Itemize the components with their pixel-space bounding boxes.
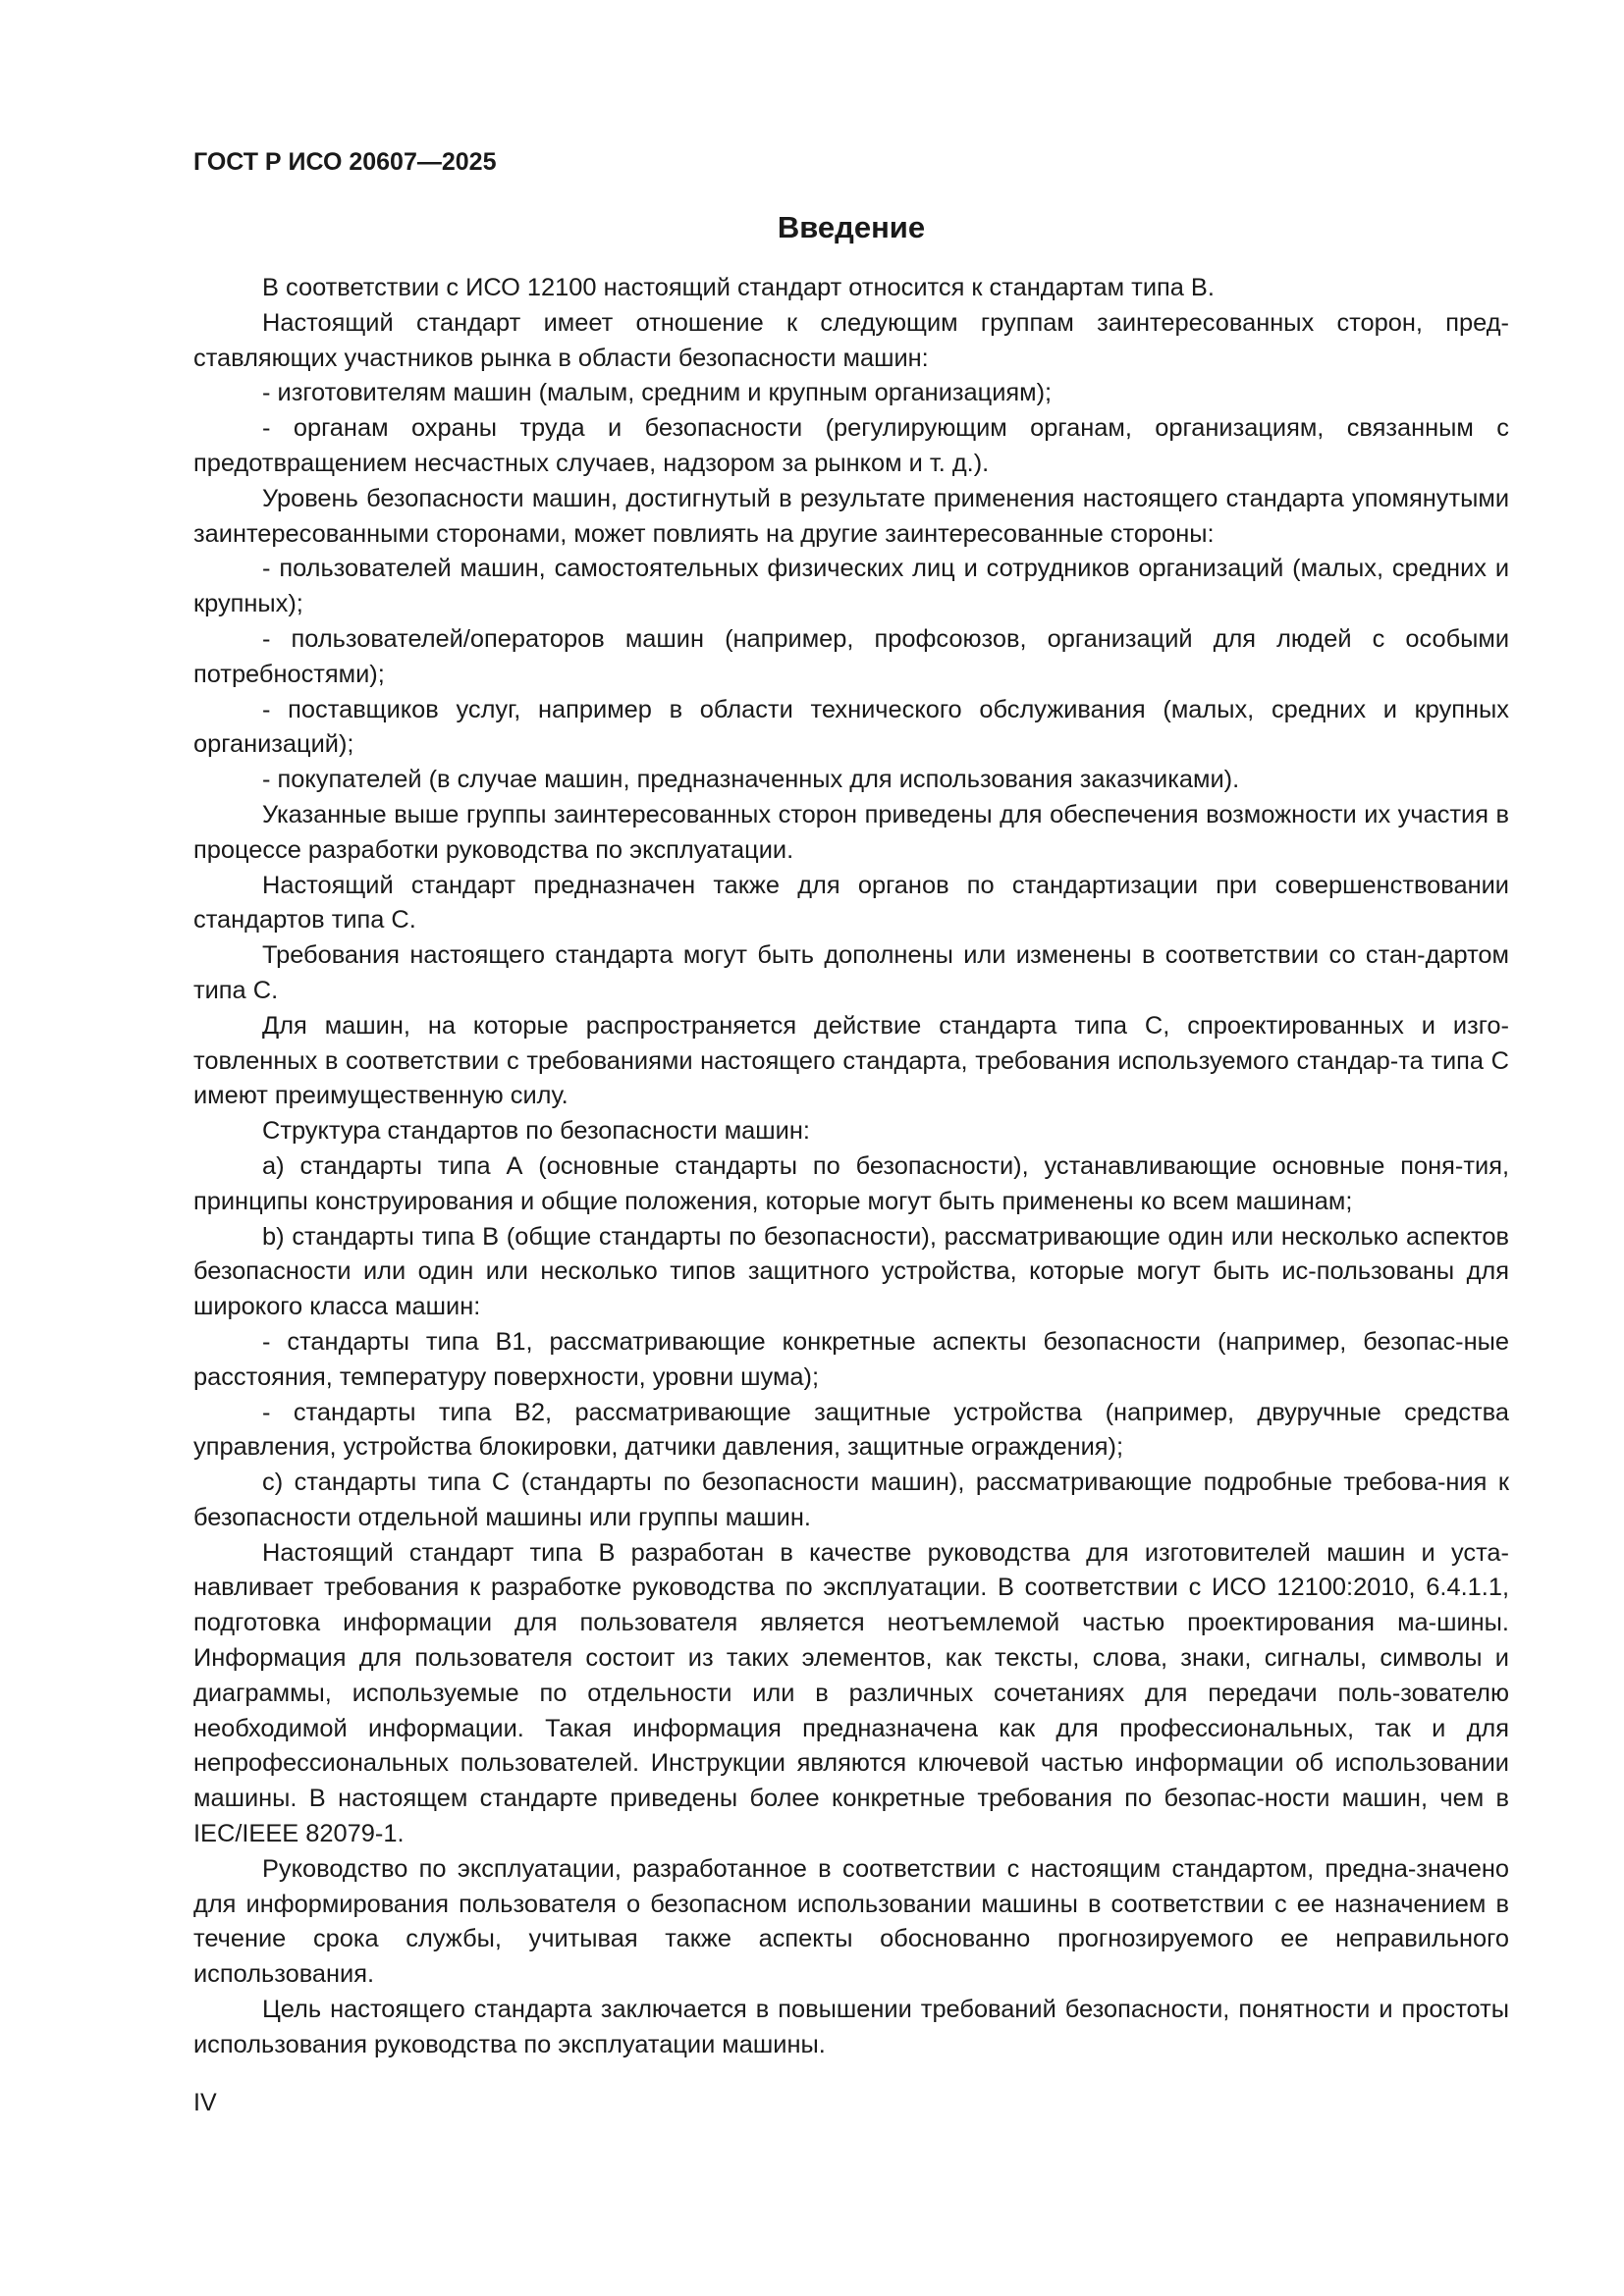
paragraph: Настоящий стандарт имеет отношение к следующим группам заинтересованных сторон, пред-ставляющих участников рынка в области безопасности машин: (193, 308, 1509, 372)
list-item: - стандарты типа В1, рассматривающие конкретные аспекты безопасности (например, безопас-ные расстояния, температуру поверхности, уровни шума); (193, 1327, 1509, 1391)
list-item: a) стандарты типа А (основные стандарты по безопасности), устанавливающие основные поня-тия, принципы конструирования и общие положения, которые могут быть применены ко всем машинам; (193, 1151, 1509, 1215)
list-item: b) стандарты типа В (общие стандарты по безопасности), рассматривающие один или несколько аспектов безопасности или один или несколько типов защитного устройства, которые могут быть ис-пользованы для широкого класса машин: (193, 1222, 1509, 1321)
paragraph: Для машин, на которые распространяется действие стандарта типа С, спроектированных и изго-товленных в соответствии с требованиями настоящего стандарта, требования используемого стандар-та типа С имеют преимущественную силу. (193, 1011, 1509, 1110)
section-body (193, 271, 1509, 2063)
paragraph: Настоящий стандарт предназначен также для органов по стандартизации при совершенствовании стандартов типа С. (193, 871, 1509, 934)
paragraph: Настоящий стандарт типа В разработан в качестве руководства для изготовителей машин и уста-навливает требования к разработке руководства по эксплуатации. В соответствии с ИСО 12100:2010, 6.4.1.1, подготовка информации для пользователя является неотъемлемой частью проектирования ма-шины. Информация для пользователя состоит из таких элементов, как тексты, слова, знаки, сигналы, символы и диаграммы, используемые по отдельности или в различных сочетаниях для передачи поль-зователю необходимой информации. Такая информация предназначена как для профессиональных, так и для непрофессиональных пользователей. Инструкции являются ключевой частью информации об использовании машины. В настоящем стандарте приведены более конкретные требования по безопас-ности машин, чем в IEC/IEEE 82079-1. (193, 1538, 1509, 1848)
list-item: - органам охраны труда и безопасности (регулирующим органам, организациям, связанным с предотвращением несчастных случаев, надзором за рынком и т. д.). (193, 414, 1509, 477)
section-title: Введение (777, 210, 926, 244)
paragraph: Руководство по эксплуатации, разработанное в соответствии с настоящим стандартом, предна-значено для информирования пользователя о безопасном использовании машины в соответствии с ее назначением в течение срока службы, учитывая также аспекты обоснованно прогнозируемого ее неправильного использования. (193, 1854, 1509, 1989)
paragraph: Уровень безопасности машин, достигнутый в результате применения настоящего стандарта упомянутыми заинтересованными сторонами, может повлиять на другие заинтересованные стороны: (193, 484, 1509, 548)
paragraph: Структура стандартов по безопасности машин: (262, 1117, 810, 1146)
paragraph: Цель настоящего стандарта заключается в повышении требований безопасности, понятности и простоты использования руководства по эксплуатации машины. (193, 1996, 1509, 2058)
list-item: - покупателей (в случае машин, предназначенных для использования заказчиками). (262, 766, 1240, 794)
document-page (193, 147, 1509, 2063)
list-item: - стандарты типа В2, рассматривающие защитные устройства (например, двуручные средства управления, устройства блокировки, датчики давления, защитные ограждения); (193, 1398, 1509, 1462)
list-item: - поставщиков услуг, например в области технического обслуживания (малых, средних и крупных организаций); (193, 695, 1509, 759)
list-item: - пользователей машин, самостоятельных физических лиц и сотрудников организаций (малых, средних и крупных); (193, 555, 1509, 618)
page-number: IV (193, 2089, 217, 2116)
paragraph: Указанные выше группы заинтересованных сторон приведены для обеспечения возможности их участия в процессе разработки руководства по эксплуатации. (193, 800, 1509, 864)
paragraph: Требования настоящего стандарта могут быть дополнены или изменены в соответствии со стан-дартом типа С. (193, 941, 1509, 1004)
list-item: - изготовителям машин (малым, средним и крупным организациям); (262, 379, 1053, 407)
list-item: - пользователей/операторов машин (например, профсоюзов, организаций для людей с особыми потребностями); (193, 624, 1509, 688)
list-item: c) стандарты типа С (стандарты по безопасности машин), рассматривающие подробные требова-ния к безопасности отдельной машины или группы машин. (193, 1468, 1509, 1531)
document-code: ГОСТ Р ИСО 20607—2025 (193, 148, 497, 176)
paragraph: В соответствии с ИСО 12100 настоящий стандарт относится к стандартам типа В. (262, 274, 1215, 301)
